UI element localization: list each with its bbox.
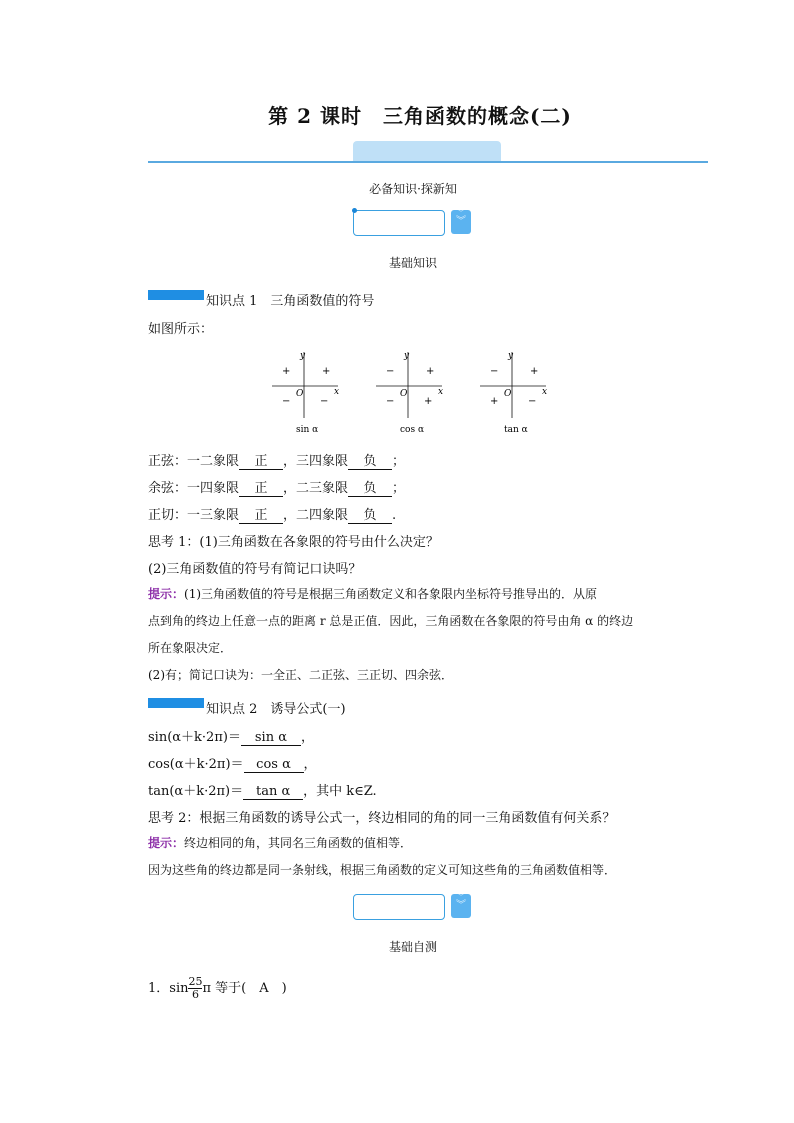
answer-blank: cos α xyxy=(244,757,304,773)
cos-diagram xyxy=(376,351,443,435)
answer-blank: 正 xyxy=(239,477,283,497)
diagram-caption: tan α xyxy=(504,425,528,435)
sign-diagrams xyxy=(262,346,562,438)
think1-q1: 思考 1：(1)三角函数在各象限的符号由什么决定？ xyxy=(148,535,439,550)
answer-blank: 正 xyxy=(239,504,283,524)
hint-label: 提示： xyxy=(148,587,185,601)
answer-blank: sin α xyxy=(241,730,301,746)
section-frame xyxy=(353,210,445,236)
header-tab xyxy=(353,141,501,161)
hint1-line4: (2)有；简记口诀为：一全正、二正弦、三正切、四余弦． xyxy=(148,668,454,682)
axis-label-x: x xyxy=(438,387,444,397)
subheading-test: 基础自测 xyxy=(388,940,437,954)
quadrant-2-sign: − xyxy=(386,366,395,377)
tan-diagram xyxy=(480,351,547,435)
hint2-line1: 提示：终边相同的角，其同名三角函数的值相等． xyxy=(148,836,413,850)
sine-rule: 正弦：一二象限 正 ，三四象限 负 ； xyxy=(148,450,405,470)
kp-tag xyxy=(148,698,204,708)
axis-label-x: x xyxy=(542,387,548,397)
origin-label: O xyxy=(296,389,304,399)
frame-dot xyxy=(352,208,357,213)
axis-label-y: y xyxy=(300,351,306,361)
answer-blank: 负 xyxy=(348,450,392,470)
double-chevron-down-icon: ︾ ︾ xyxy=(451,894,471,918)
hint1-line3: 所在象限决定． xyxy=(148,641,233,655)
origin-label: O xyxy=(400,389,408,399)
quadrant-4-sign: − xyxy=(320,396,329,407)
quadrant-4-sign: + xyxy=(424,396,433,407)
question-1: 1．sin $\frac{25}{6}$ π 等于( A ) xyxy=(148,975,287,1001)
section-header: 必备知识·探新知 xyxy=(369,182,457,196)
fraction: $\frac{25}{6}$ xyxy=(188,975,203,1001)
answer-blank: tan α xyxy=(243,784,303,800)
cosine-rule: 余弦：一四象限 正 ，二三象限 负 ； xyxy=(148,477,405,497)
diagram-caption: cos α xyxy=(400,425,425,435)
formula-tan: tan(α＋k·2π)＝ tan α ，其中 k∈Z. xyxy=(148,784,377,799)
section-frame xyxy=(353,894,445,920)
quadrant-2-sign: − xyxy=(490,366,499,377)
think2: 思考 2：根据三角函数的诱导公式一，终边相同的角的同一三角函数值有何关系？ xyxy=(148,811,616,826)
tangent-rule: 正切：一三象限 正 ，二四象限 负 . xyxy=(148,504,396,524)
double-chevron-down-icon: ︾ ︾ xyxy=(451,210,471,234)
kp2-label: 知识点 2 诱导公式(一) xyxy=(206,702,346,717)
formula-cos: cos(α＋k·2π)＝ cos α ， xyxy=(148,757,317,772)
hint-label: 提示： xyxy=(148,836,185,850)
hint1-line1: 提示：(1)三角函数值的符号是根据三角函数定义和各象限内坐标符号推导出的．从原 xyxy=(148,587,598,601)
hint1-line2: 点到角的终边上任意一点的距离 r 总是正值．因此，三角函数在各象限的符号由角 α 的终边 xyxy=(148,614,634,628)
quadrant-3-sign: + xyxy=(490,396,499,407)
kp1-label: 知识点 1 三角函数值的符号 xyxy=(206,294,375,309)
sin-diagram xyxy=(272,351,339,435)
kp-tag xyxy=(148,290,204,300)
kp1-intro: 如图所示： xyxy=(148,322,214,337)
quadrant-3-sign: − xyxy=(282,396,291,407)
quadrant-1-sign: + xyxy=(530,366,539,377)
answer-blank: 正 xyxy=(239,450,283,470)
answer-blank: 负 xyxy=(348,477,392,497)
quadrant-2-sign: + xyxy=(282,366,291,377)
header-rule xyxy=(148,161,708,163)
page-title: 第 2 课时 三角函数的概念(二) xyxy=(268,104,572,128)
quadrant-3-sign: − xyxy=(386,396,395,407)
subheading-basic: 基础知识 xyxy=(388,256,437,270)
diagram-caption: sin α xyxy=(296,425,319,435)
axis-label-y: y xyxy=(404,351,410,361)
think1-q2: (2)三角函数值的符号有简记口诀吗？ xyxy=(148,562,362,577)
quadrant-4-sign: − xyxy=(528,396,537,407)
answer-blank: 负 xyxy=(348,504,392,524)
quadrant-1-sign: + xyxy=(322,366,331,377)
hint2-line2: 因为这些角的终边都是同一条射线，根据三角函数的定义可知这些角的三角函数值相等． xyxy=(148,863,617,877)
axis-label-x: x xyxy=(334,387,340,397)
quadrant-1-sign: + xyxy=(426,366,435,377)
origin-label: O xyxy=(504,389,512,399)
formula-sin: sin(α＋k·2π)＝ sin α ， xyxy=(148,730,314,745)
axis-label-y: y xyxy=(508,351,514,361)
